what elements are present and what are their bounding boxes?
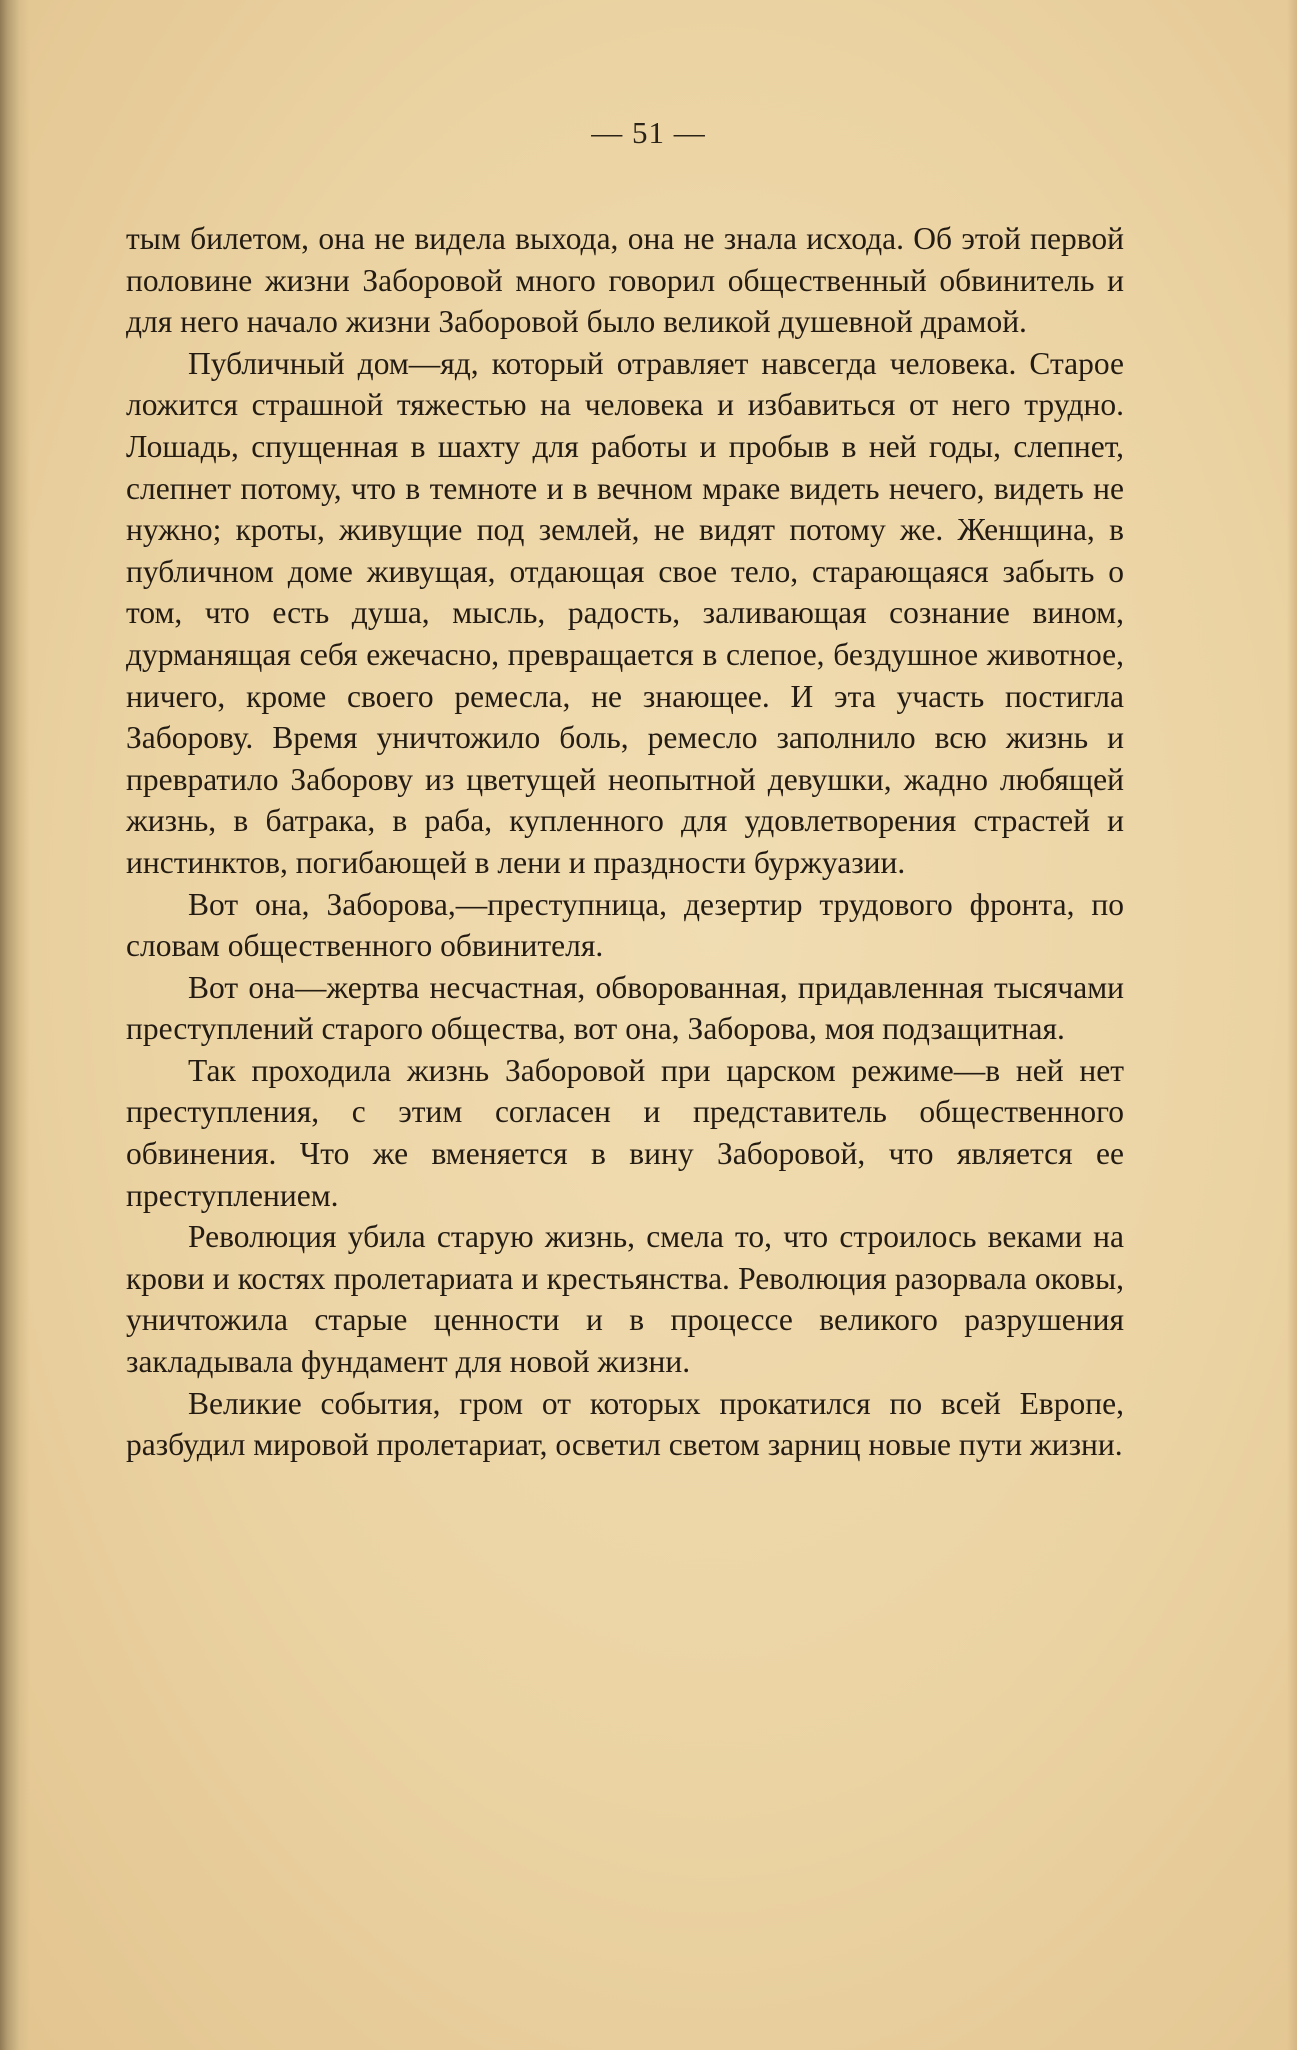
page-number: — 51 — bbox=[591, 115, 706, 150]
paragraph-4: Вот она—жертва несчастная, обворованная, придавленная тысячами преступлений старого общества, вот она, Заборова, моя подзащитная. bbox=[126, 969, 1124, 1047]
paragraph-1: тым билетом, она не видела выхода, она не знала исхода. Об этой первой половине жизни Заборовой много говорил общественный обвинитель и для него начало жизни Заборовой было великой душевной драмой. bbox=[126, 221, 1124, 340]
page-right-edge bbox=[1287, 0, 1297, 2050]
paragraph-2: Публичный дом—яд, который отравляет навсегда человека. Старое ложится страшной тяжестью на человека и избавиться от него трудно. Лошадь, спущенная в шахту для работы и пробыв в ней годы, слепнет, слепнет потому, что в темноте и в вечном мраке видеть нечего, видеть не нужно; кроты, живущие под землей, не видят потому же. Женщина, в публичном доме живущая, отдающая свое тело, старающаяся забыть о том, что есть душа, мысль, радость, заливающая сознание вином, дурманящая себя ежечасно, превращается в слепое, бездушное животное, ничего, кроме своего ремесла, не знающее. И эта участь постигла Заборову. Время уничтожило боль, ремесло заполнило всю жизнь и превратило Заборову из цветущей неопытной девушки, жадно любящей жизнь, в батрака, в раба, купленного для удовлетворения страстей и инстинктов, погибающей в лени и праздности буржуазии. bbox=[126, 345, 1124, 880]
body-text bbox=[126, 218, 1124, 1466]
paragraph-7: Великие события, гром от которых прокатился по всей Европе, разбудил мировой пролетариат, осветил светом зарниц новые пути жизни. bbox=[126, 1385, 1124, 1463]
paragraph-3: Вот она, Заборова,—преступница, дезертир трудового фронта, по словам общественного обвинителя. bbox=[126, 886, 1124, 964]
paragraph-5: Так проходила жизнь Заборовой при царском режиме—в ней нет преступления, с этим согласен и представитель общественного обвинения. Что же вменяется в вину Заборовой, что является ее преступлением. bbox=[126, 1052, 1124, 1213]
paragraph-6: Революция убила старую жизнь, смела то, что строилось веками на крови и костях пролетариата и крестьянства. Революция разорвала оковы, уничтожила старые ценности и в процессе великого разрушения закладывала фундамент для новой жизни. bbox=[126, 1219, 1124, 1380]
page-binding-shadow bbox=[0, 0, 30, 2050]
